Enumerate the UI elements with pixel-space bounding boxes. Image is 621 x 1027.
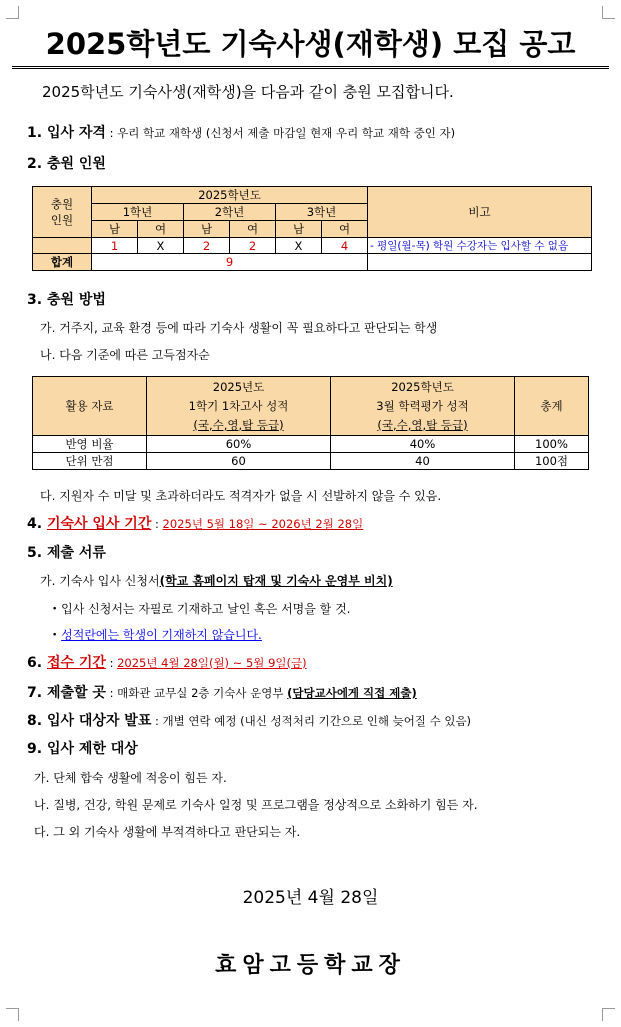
gender-header: 남 — [92, 221, 138, 238]
ratio-cell: 60% — [147, 436, 331, 453]
sum-value: 9 — [92, 254, 368, 271]
section-number: 3. — [27, 292, 43, 308]
restriction-item-ga: 가. 단체 합숙 생활에 적응이 힘든 자. — [34, 771, 227, 785]
section-5 — [27, 542, 106, 562]
first-exam-header — [147, 377, 331, 436]
intro-text: 2025학년도 기숙사생(재학생)을 다음과 같이 충원 모집합니다. — [42, 83, 454, 101]
quota-header-fill — [33, 238, 92, 254]
quota-header-cell — [33, 187, 92, 238]
quota-cell: 2 — [184, 238, 230, 254]
header-line: 3월 학력평가 성적 — [376, 398, 469, 413]
grade-header: 1학년 — [92, 204, 184, 221]
section-description: 2025년 4월 28일(월) ~ 5월 9일(금) — [117, 656, 307, 670]
section-6 — [27, 652, 307, 672]
method-item-da: 다. 지원자 수 미달 및 초과하더라도 적격자가 없을 시 선발하지 않을 수 있음. — [40, 489, 442, 503]
total-header: 총계 — [515, 377, 589, 436]
section-emphasis: (담당교사에게 직접 제출) — [287, 686, 417, 700]
material-header: 활용 자료 — [33, 377, 147, 436]
section-number: 7. — [27, 685, 43, 701]
bullet-icon: • — [52, 604, 58, 615]
announcement-date: 2025년 4월 28일 — [242, 888, 379, 908]
header-text: 충원 — [50, 197, 74, 211]
march-exam-header — [331, 377, 515, 436]
document-title: 2025학년도 기숙사생(재학생) 모집 공고 — [45, 27, 576, 61]
section-number: 1. — [27, 125, 43, 141]
note-cell: - 평일(월-목) 학원 수강자는 입사할 수 없음 — [368, 238, 592, 254]
bullet-icon: • — [52, 630, 58, 641]
gender-header: 여 — [138, 221, 184, 238]
section-separator: : — [105, 656, 118, 670]
grade-header: 2학년 — [184, 204, 276, 221]
header-line: (국,수,영,탐 등급) — [377, 417, 468, 432]
quota-cell: X — [276, 238, 322, 254]
section-separator: : — [105, 686, 118, 700]
school-principal-signature: 효암고등학교장 — [215, 952, 406, 978]
section-label: 접수 기간 — [46, 655, 106, 671]
page-corner-mark — [6, 6, 19, 19]
section-number: 5. — [27, 545, 43, 561]
section-1 — [27, 122, 455, 142]
section-description: 2025년 5월 18일 ~ 2026년 2월 28일 — [162, 517, 364, 531]
document-name: 가. 기숙사 입사 신청서 — [40, 574, 160, 588]
gender-header: 남 — [184, 221, 230, 238]
section-3 — [27, 289, 106, 309]
section-description: 우리 학교 재학생 (신청서 제출 마감일 현재 우리 학교 재학 중인 자) — [117, 126, 456, 140]
ratio-cell: 40% — [331, 436, 515, 453]
document-location: (학교 홈페이지 탑재 및 기숙사 운영부 비치) — [159, 574, 393, 588]
note-header: 비고 — [368, 187, 592, 238]
recruitment-quota-table — [32, 186, 592, 271]
score-cell: 40 — [331, 453, 515, 470]
section-4 — [27, 513, 363, 533]
section-8 — [27, 710, 471, 730]
restriction-item-na: 나. 질병, 건강, 학원 문제로 기숙사 일정 및 프로그램을 정상적으로 소화하기 힘든 자. — [34, 798, 478, 812]
row-label: 단위 만점 — [33, 453, 147, 470]
selection-criteria-table — [32, 376, 589, 470]
method-item-na: 나. 다음 기준에 따른 고득점자순 — [40, 348, 210, 362]
quota-cell: 4 — [322, 238, 368, 254]
section-label: 입사 대상자 발표 — [46, 713, 152, 729]
method-item-ga: 가. 거주지, 교육 환경 등에 따라 기숙사 생활이 꼭 필요하다고 판단되는 학생 — [40, 321, 438, 335]
section-label: 입사 제한 대상 — [46, 741, 138, 757]
page-corner-mark — [6, 1008, 19, 1021]
quota-cell: X — [138, 238, 184, 254]
document-item-ga — [40, 572, 393, 589]
section-9 — [27, 738, 138, 758]
section-number: 4. — [27, 516, 43, 532]
header-line: 1학기 1차고사 성적 — [188, 398, 289, 413]
quota-cell: 1 — [92, 238, 138, 254]
section-number: 9. — [27, 741, 43, 757]
title-divider — [12, 66, 609, 69]
gender-header: 여 — [322, 221, 368, 238]
page-corner-mark — [602, 1008, 615, 1021]
section-number: 8. — [27, 713, 43, 729]
section-2 — [27, 153, 106, 173]
header-line: 2025학년도 — [391, 379, 454, 394]
document-note-1 — [52, 600, 351, 617]
sum-label: 합계 — [33, 254, 92, 271]
score-cell: 100점 — [515, 453, 589, 470]
document-note-2 — [52, 626, 262, 643]
ratio-cell: 100% — [515, 436, 589, 453]
section-separator: : — [105, 126, 118, 140]
gender-header: 여 — [230, 221, 276, 238]
restriction-item-da: 다. 그 외 기숙사 생활에 부적격하다고 판단되는 자. — [34, 825, 301, 839]
section-label: 제출 서류 — [46, 545, 106, 561]
row-label: 반영 비율 — [33, 436, 147, 453]
grade-header: 3학년 — [276, 204, 368, 221]
section-separator: : — [151, 714, 163, 728]
note-text: 입사 신청서는 자필로 기재하고 날인 혹은 서명을 할 것. — [61, 602, 351, 616]
header-line: 2025년도 — [212, 379, 265, 394]
sum-note-cell — [368, 254, 592, 271]
section-7 — [27, 682, 417, 702]
note-text: 성적란에는 학생이 기재하지 않습니다. — [61, 628, 262, 642]
gender-header: 남 — [276, 221, 322, 238]
header-text: 인원 — [50, 213, 74, 227]
section-description: 매화관 교무실 2층 기숙사 운영부 — [117, 686, 288, 700]
score-cell: 60 — [147, 453, 331, 470]
year-header: 2025학년도 — [92, 187, 368, 204]
section-label: 입사 자격 — [46, 125, 106, 141]
section-description: 개별 연락 예정 (내신 성적처리 기간으로 인해 늦어질 수 있음) — [162, 714, 472, 728]
section-label: 제출할 곳 — [46, 685, 106, 701]
quota-cell: 2 — [230, 238, 276, 254]
section-number: 2. — [27, 156, 43, 172]
page-corner-mark — [602, 6, 615, 19]
section-separator: : — [151, 517, 163, 531]
section-label: 충원 방법 — [46, 292, 106, 308]
section-label: 충원 인원 — [46, 156, 106, 172]
section-label: 기숙사 입사 기간 — [46, 516, 152, 532]
header-line: (국,수,영,탐 등급) — [193, 417, 284, 432]
section-number: 6. — [27, 655, 43, 671]
